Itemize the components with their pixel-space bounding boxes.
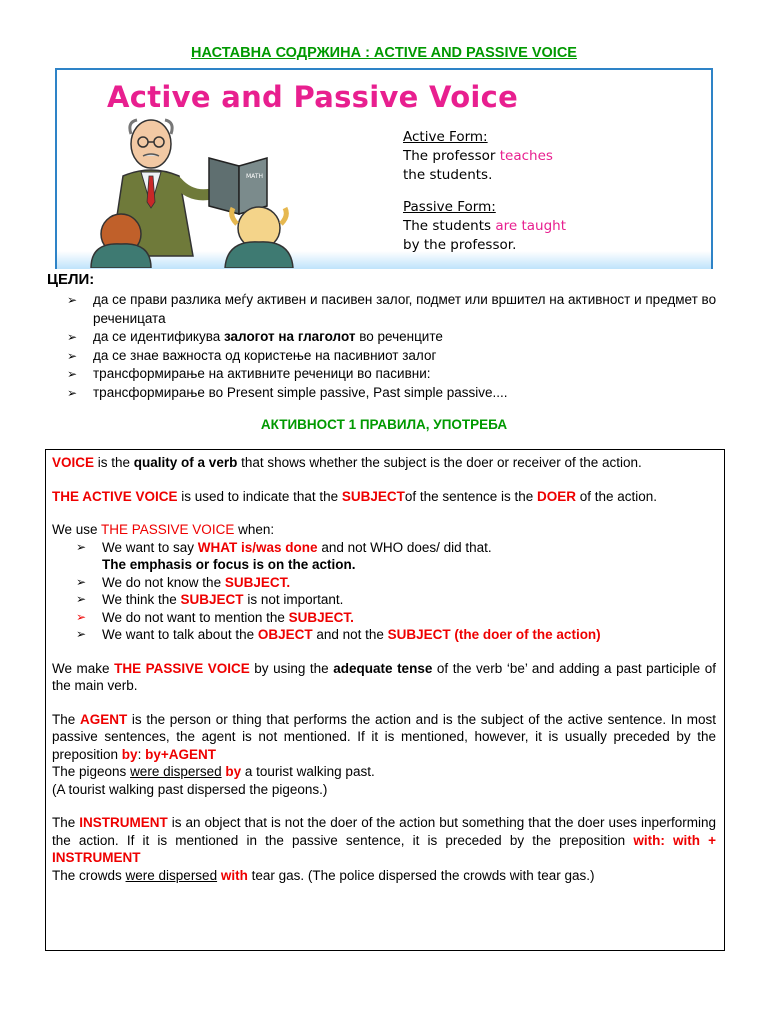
text: We do not know the (102, 574, 225, 590)
passive-form-verb: are taught (495, 218, 567, 234)
text: The pigeons (52, 764, 131, 779)
text: when: (234, 522, 275, 537)
text: We think the (102, 592, 181, 607)
text: is not important. (243, 592, 344, 607)
text: is used to indicate that the (177, 488, 342, 504)
active-form-verb: teaches (499, 148, 553, 164)
professor-illustration (61, 106, 351, 268)
goal-bold-text: залогот на глаголот (224, 329, 356, 344)
text: We do not want to mention the (102, 609, 289, 625)
passive-formation (52, 660, 716, 695)
passive-usage-intro (52, 521, 716, 539)
active-form-heading: Active Form: (403, 129, 488, 145)
usage-item (76, 626, 716, 644)
term-subject: SUBJECT (341, 488, 405, 504)
underlined-text: were dispersed (130, 764, 222, 779)
banner-title: Active and Passive Voice (107, 80, 519, 114)
text: We want to say (102, 539, 198, 555)
highlight: by (225, 764, 242, 779)
goals-list (67, 291, 727, 402)
term-instrument: INSTRUMENT (79, 815, 168, 830)
term-passive-voice: THE PASSIVE VOICE (101, 522, 235, 537)
active-form-line-1 (403, 147, 553, 166)
text: of the verb ‘be’ and adding a past participle of the main verb. (52, 660, 716, 693)
text: We use (52, 522, 102, 537)
voice-definition (52, 454, 716, 472)
text: and not WHO does/ did that. (317, 539, 492, 555)
bold-text: The emphasis or focus is on the action. (102, 557, 356, 572)
bold-text: quality of a verb (133, 455, 238, 470)
goal-item: ➢ да се прави разлика меѓу активен и пасивен залог, подмет или вршител на активност и предмет во реченицата (67, 291, 727, 328)
goals-heading: ЦЕЛИ: (47, 271, 95, 288)
text: of the sentence is the (404, 488, 537, 504)
term-active-voice: THE ACTIVE VOICE (52, 488, 178, 504)
term-voice: VOICE (52, 455, 95, 470)
usage-item (76, 574, 716, 592)
banner-image (55, 68, 713, 269)
text: The (52, 711, 80, 727)
text: is an object that is not the doer of the action but something that the doer uses inperforming the action. If it is mentioned in the passive sentence, it is preceded by the preposition (52, 815, 716, 848)
text: The (52, 815, 80, 830)
highlight: OBJECT (257, 627, 313, 642)
text: of the action. (576, 488, 658, 504)
document-title: НАСТАВНА СОДРЖИНА : ACTIVE AND PASSIVE VOICE (191, 45, 577, 61)
instrument-example (52, 867, 716, 885)
highlight: SUBJECT (180, 592, 244, 607)
agent-definition (52, 711, 716, 799)
highlight: SUBJECT. (224, 574, 291, 590)
goal-item: ➢ трансформирање на активните реченици во пасивни: (67, 365, 727, 384)
passive-form-line-1 (403, 217, 566, 236)
agent-example-active: (A tourist walking past dispersed the pigeons.) (52, 781, 328, 797)
passive-form-text: The students (403, 218, 496, 234)
passive-form-block (403, 198, 566, 255)
goal-text: да се идентификува (93, 329, 224, 344)
text: that shows whether the subject is the doer or receiver of the action. (237, 455, 642, 470)
highlight: SUBJECT. (288, 609, 354, 625)
underlined-text: were dispersed (125, 867, 218, 883)
highlight: by (121, 746, 138, 762)
goal-item (67, 328, 727, 347)
term-passive-voice: THE PASSIVE VOICE (114, 660, 250, 676)
text: We make (52, 660, 115, 676)
agent-example (52, 763, 716, 781)
instrument-definition (52, 814, 716, 884)
text: tear gas. (The police dispersed the crowds with tear gas.) (247, 867, 595, 883)
highlight: with (220, 867, 248, 883)
usage-item (76, 591, 716, 609)
goal-item: ➢ да се знае важноста од користење на пасивниот залог (67, 347, 727, 366)
goal-text: во реченците (355, 329, 443, 344)
highlight: SUBJECT (the doer of the action) (387, 627, 601, 642)
highlight: by+AGENT (145, 746, 216, 762)
passive-usage-list (52, 539, 716, 644)
text: : (137, 746, 146, 762)
passive-form-heading: Passive Form: (403, 199, 496, 215)
active-form-block (403, 128, 553, 185)
text: is the (94, 455, 134, 470)
passive-form-line-2: by the professor. (403, 237, 517, 253)
book-label: MATH (246, 173, 263, 180)
rules-box (45, 449, 725, 951)
usage-item (76, 609, 716, 627)
term-agent: AGENT (79, 711, 128, 727)
active-form-text: The professor (403, 148, 500, 164)
usage-item (76, 539, 716, 574)
text: The crowds (52, 867, 126, 883)
text: by using the (249, 660, 334, 676)
goal-item: ➢ трансформирање во Present simple passive, Past simple passive.... (67, 384, 727, 403)
text: is the person or thing that performs the action and is the subject of the active sentence. In most passive sentences, the agent is not mentioned. If it is mentioned, however, it is usually preceded by the preposition (52, 711, 716, 762)
text: a tourist walking past. (241, 764, 375, 779)
term-doer: DOER (536, 488, 576, 504)
text: We want to talk about the (102, 627, 258, 642)
highlight: WHAT is/was done (197, 539, 318, 555)
highlight: with: with + INSTRUMENT (52, 832, 716, 865)
activity-heading: АКТИВНОСТ 1 ПРАВИЛА, УПОТРЕБА (260, 417, 508, 432)
bold-text: adequate tense (333, 660, 433, 676)
active-voice-definition (52, 488, 716, 506)
active-form-line-2: the students. (403, 167, 493, 183)
text: and not the (312, 627, 388, 642)
